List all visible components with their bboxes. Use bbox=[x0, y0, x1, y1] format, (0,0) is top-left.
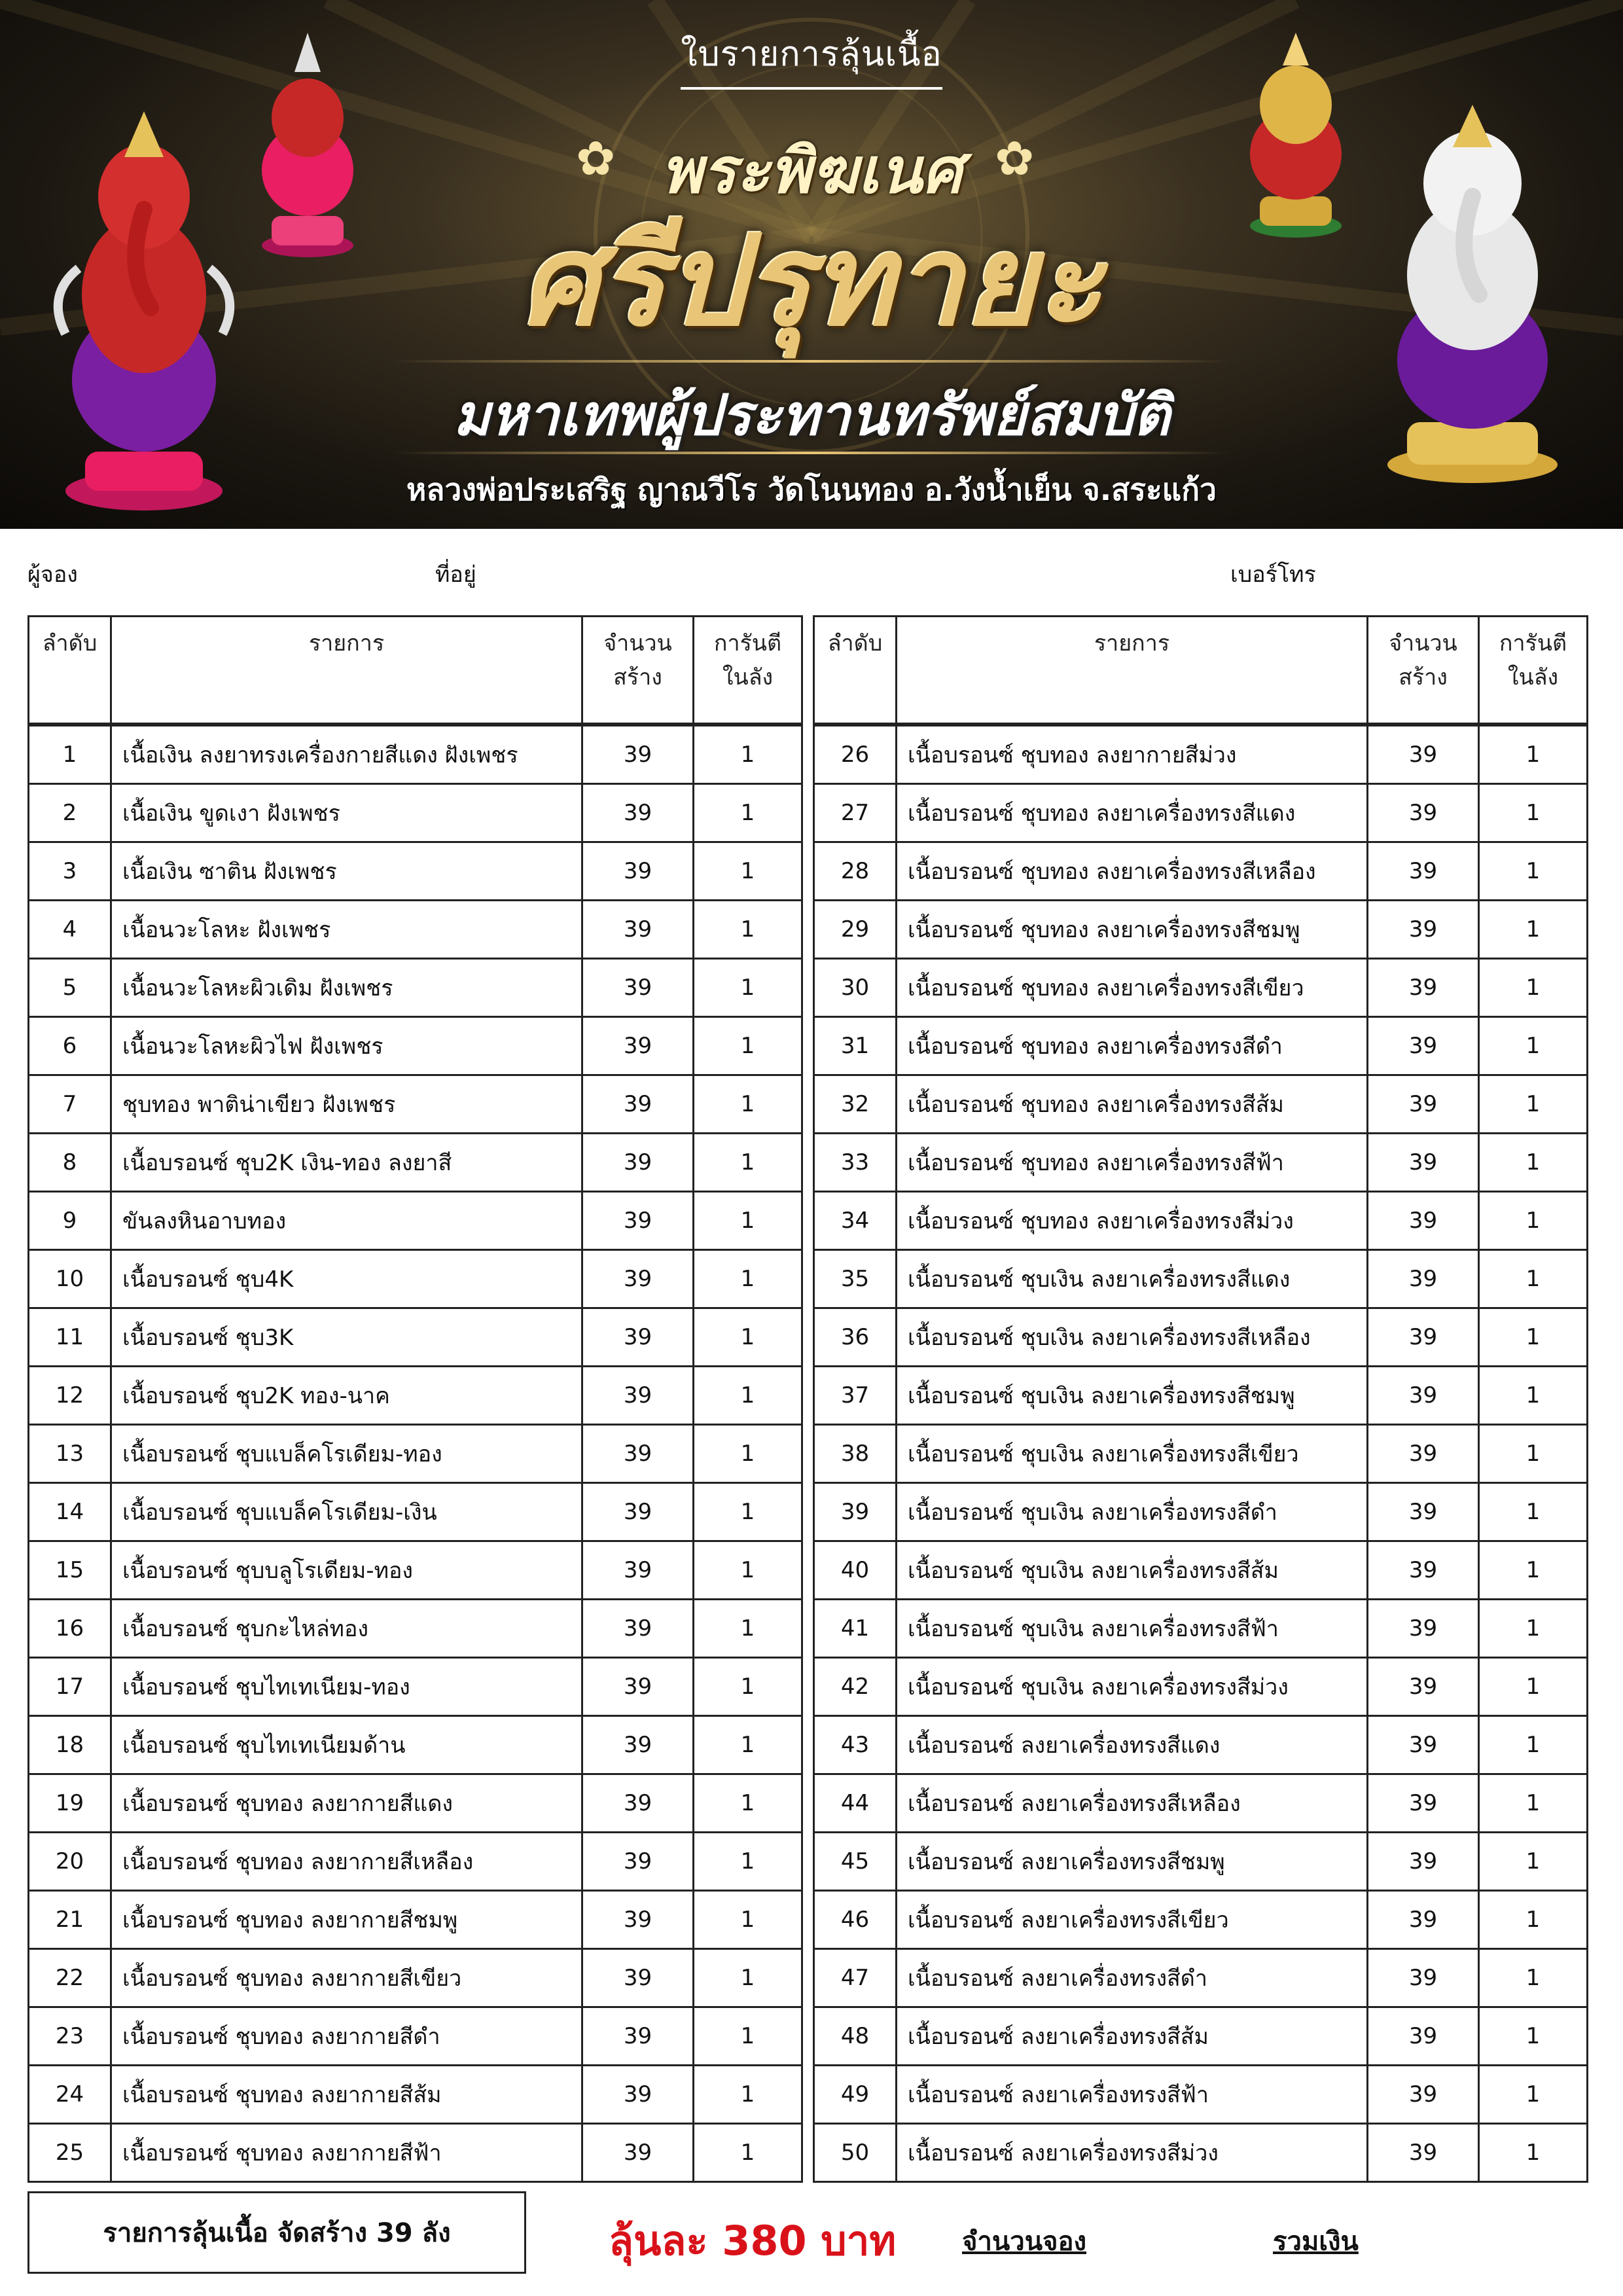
row-quantity: 39 bbox=[582, 1425, 694, 1483]
row-quantity: 39 bbox=[582, 2066, 694, 2124]
row-guarantee: 1 bbox=[1479, 1017, 1588, 1075]
row-guarantee: 1 bbox=[1479, 1541, 1588, 1600]
table-row bbox=[29, 2007, 802, 2066]
header-no: ลำดับ bbox=[29, 617, 111, 725]
row-item: เนื้อบรอนซ์ ชุบกะไหล่ทอง bbox=[111, 1600, 582, 1658]
gold-divider-top bbox=[393, 360, 1230, 363]
row-item: เนื้อบรอนซ์ ชุบทอง ลงยากายสีส้ม bbox=[111, 2066, 582, 2124]
row-number: 10 bbox=[29, 1250, 111, 1308]
row-item: เนื้อบรอนซ์ ชุบทอง ลงยาเครื่องทรงสีชมพู bbox=[897, 901, 1368, 959]
row-item: เนื้อบรอนซ์ ชุบแบล็คโรเดียม-เงิน bbox=[111, 1483, 582, 1541]
items-table-left bbox=[27, 615, 803, 2183]
row-item: เนื้อบรอนซ์ ชุบเงิน ลงยาเครื่องทรงสีม่วง bbox=[897, 1658, 1368, 1716]
row-number: 33 bbox=[814, 1134, 897, 1192]
table-row bbox=[29, 1192, 802, 1250]
row-item: เนื้อบรอนซ์ ชุบไทเทเนียม-ทอง bbox=[111, 1658, 582, 1716]
temple-info: หลวงพ่อประเสริฐ ญาณวีโร วัดโนนทอง อ.วังน้ำเย็น จ.สระแก้ว bbox=[406, 472, 1217, 507]
table-row bbox=[814, 1192, 1588, 1250]
row-quantity: 39 bbox=[1368, 901, 1479, 959]
row-quantity: 39 bbox=[582, 725, 694, 784]
row-number: 28 bbox=[814, 842, 897, 901]
table-row bbox=[814, 842, 1588, 901]
table-row bbox=[814, 1716, 1588, 1774]
table-row bbox=[814, 1308, 1588, 1367]
row-quantity: 39 bbox=[1368, 2124, 1479, 2182]
table-row bbox=[29, 1483, 802, 1541]
table-row bbox=[29, 842, 802, 901]
table-row bbox=[814, 901, 1588, 959]
row-quantity: 39 bbox=[582, 1716, 694, 1774]
table-row bbox=[29, 1017, 802, 1075]
row-guarantee: 1 bbox=[1479, 2007, 1588, 2066]
row-item: เนื้อบรอนซ์ ลงยาเครื่องทรงสีเหลือง bbox=[897, 1774, 1368, 1833]
row-number: 37 bbox=[814, 1367, 897, 1425]
row-guarantee: 1 bbox=[1479, 1658, 1588, 1716]
table-row bbox=[814, 1833, 1588, 1891]
summary-text: รายการลุ้นเนื้อ จัดสร้าง 39 ลัง bbox=[103, 2218, 451, 2248]
table-header-row bbox=[814, 617, 1588, 725]
table-row bbox=[29, 1658, 802, 1716]
table-row bbox=[814, 1075, 1588, 1134]
row-quantity: 39 bbox=[1368, 2066, 1479, 2124]
row-quantity: 39 bbox=[582, 1891, 694, 1949]
row-guarantee: 1 bbox=[694, 2066, 802, 2124]
row-item: เนื้อบรอนซ์ ชุบเงิน ลงยาเครื่องทรงสีส้ม bbox=[897, 1541, 1368, 1600]
row-item: เนื้อบรอนซ์ ชุบเงิน ลงยาเครื่องทรงสีดำ bbox=[897, 1483, 1368, 1541]
row-item: เนื้อบรอนซ์ ชุบเงิน ลงยาเครื่องทรงสีชมพู bbox=[897, 1367, 1368, 1425]
row-guarantee: 1 bbox=[694, 1600, 802, 1658]
deity-name-big: ศรีปรุทายะ bbox=[520, 209, 1103, 353]
row-guarantee: 1 bbox=[1479, 842, 1588, 901]
header-qty: จำนวน สร้าง bbox=[582, 617, 694, 725]
row-item: เนื้อนวะโลหะผิวไฟ ฝังเพชร bbox=[111, 1017, 582, 1075]
row-guarantee: 1 bbox=[1479, 1308, 1588, 1367]
row-number: 23 bbox=[29, 2007, 111, 2066]
row-item: เนื้อบรอนซ์ ชุบทอง ลงยาเครื่องทรงสีเหลือง bbox=[897, 842, 1368, 901]
row-item: เนื้อบรอนซ์ ชุบบลูโรเดียม-ทอง bbox=[111, 1541, 582, 1600]
row-guarantee: 1 bbox=[1479, 1600, 1588, 1658]
row-quantity: 39 bbox=[582, 1483, 694, 1541]
row-guarantee: 1 bbox=[694, 1367, 802, 1425]
row-number: 9 bbox=[29, 1192, 111, 1250]
row-item: เนื้อบรอนซ์ ชุบแบล็คโรเดียม-ทอง bbox=[111, 1425, 582, 1483]
row-quantity: 39 bbox=[582, 1600, 694, 1658]
row-guarantee: 1 bbox=[1479, 784, 1588, 842]
quantity-label: จำนวนจอง bbox=[962, 2227, 1087, 2257]
row-quantity: 39 bbox=[1368, 1541, 1479, 1600]
price-per-lot: ลุ้นละ 380 บาท bbox=[609, 2217, 897, 2265]
row-guarantee: 1 bbox=[694, 2124, 802, 2182]
row-number: 26 bbox=[814, 725, 897, 784]
row-quantity: 39 bbox=[582, 1017, 694, 1075]
table-row bbox=[29, 1541, 802, 1600]
row-quantity: 39 bbox=[1368, 1833, 1479, 1891]
row-guarantee: 1 bbox=[1479, 1774, 1588, 1833]
table-row bbox=[29, 1134, 802, 1192]
row-item: เนื้อบรอนซ์ ลงยาเครื่องทรงสีส้ม bbox=[897, 2007, 1368, 2066]
row-number: 15 bbox=[29, 1541, 111, 1600]
table-row bbox=[29, 1716, 802, 1774]
row-item: เนื้อบรอนซ์ ชุบทอง ลงยากายสีเหลือง bbox=[111, 1833, 582, 1891]
row-quantity: 39 bbox=[582, 1833, 694, 1891]
table-row bbox=[29, 725, 802, 784]
table-row bbox=[814, 2124, 1588, 2182]
table-row bbox=[814, 1600, 1588, 1658]
row-item: เนื้อบรอนซ์ ลงยาเครื่องทรงสีเขียว bbox=[897, 1891, 1368, 1949]
row-item: เนื้อบรอนซ์ ชุบทอง ลงยากายสีดำ bbox=[111, 2007, 582, 2066]
row-guarantee: 1 bbox=[694, 1308, 802, 1367]
table-row bbox=[814, 1425, 1588, 1483]
row-number: 8 bbox=[29, 1134, 111, 1192]
table-row bbox=[29, 2124, 802, 2182]
row-item: เนื้อบรอนซ์ ชุบ2K เงิน-ทอง ลงยาสี bbox=[111, 1134, 582, 1192]
row-number: 35 bbox=[814, 1250, 897, 1308]
header-guarantee: การันตี ในลัง bbox=[694, 617, 802, 725]
address-label: ที่อยู่ bbox=[435, 562, 476, 588]
row-number: 24 bbox=[29, 2066, 111, 2124]
row-guarantee: 1 bbox=[694, 1891, 802, 1949]
table-row bbox=[814, 1891, 1588, 1949]
row-number: 19 bbox=[29, 1774, 111, 1833]
table-row bbox=[814, 2007, 1588, 2066]
table-row bbox=[814, 1949, 1588, 2007]
table-row bbox=[814, 1017, 1588, 1075]
row-number: 49 bbox=[814, 2066, 897, 2124]
table-row bbox=[814, 1774, 1588, 1833]
row-item: เนื้อบรอนซ์ ชุบ4K bbox=[111, 1250, 582, 1308]
table-row bbox=[814, 1541, 1588, 1600]
row-number: 16 bbox=[29, 1600, 111, 1658]
row-guarantee: 1 bbox=[694, 2007, 802, 2066]
row-guarantee: 1 bbox=[694, 1250, 802, 1308]
row-number: 36 bbox=[814, 1308, 897, 1367]
table-row bbox=[29, 1774, 802, 1833]
table-row bbox=[29, 784, 802, 842]
row-quantity: 39 bbox=[582, 842, 694, 901]
row-item: เนื้อบรอนซ์ ลงยาเครื่องทรงสีฟ้า bbox=[897, 2066, 1368, 2124]
table-row bbox=[814, 959, 1588, 1017]
gold-divider-bottom bbox=[393, 452, 1230, 454]
row-item: เนื้อนวะโลหะผิวเดิม ฝังเพชร bbox=[111, 959, 582, 1017]
row-number: 44 bbox=[814, 1774, 897, 1833]
row-item: เนื้อบรอนซ์ ชุบเงิน ลงยาเครื่องทรงสีแดง bbox=[897, 1250, 1368, 1308]
row-number: 47 bbox=[814, 1949, 897, 2007]
total-label: รวมเงิน bbox=[1273, 2227, 1359, 2257]
summary-box bbox=[27, 2191, 526, 2274]
row-item: เนื้อบรอนซ์ ชุบทอง ลงยาเครื่องทรงสีฟ้า bbox=[897, 1134, 1368, 1192]
row-guarantee: 1 bbox=[1479, 1716, 1588, 1774]
row-item: เนื้อบรอนซ์ ชุบไทเทเนียมด้าน bbox=[111, 1716, 582, 1774]
row-number: 18 bbox=[29, 1716, 111, 1774]
row-item: เนื้อบรอนซ์ ชุบทอง ลงยาเครื่องทรงสีแดง bbox=[897, 784, 1368, 842]
row-number: 45 bbox=[814, 1833, 897, 1891]
row-guarantee: 1 bbox=[694, 901, 802, 959]
row-quantity: 39 bbox=[1368, 784, 1479, 842]
table-row bbox=[29, 1308, 802, 1367]
row-number: 7 bbox=[29, 1075, 111, 1134]
row-number: 38 bbox=[814, 1425, 897, 1483]
row-quantity: 39 bbox=[1368, 842, 1479, 901]
row-quantity: 39 bbox=[582, 1774, 694, 1833]
row-item: เนื้อบรอนซ์ ลงยาเครื่องทรงสีแดง bbox=[897, 1716, 1368, 1774]
row-quantity: 39 bbox=[582, 1308, 694, 1367]
row-number: 4 bbox=[29, 901, 111, 959]
row-quantity: 39 bbox=[1368, 1308, 1479, 1367]
table-header-row bbox=[29, 617, 802, 725]
row-quantity: 39 bbox=[582, 1134, 694, 1192]
row-guarantee: 1 bbox=[1479, 1192, 1588, 1250]
row-item: เนื้อบรอนซ์ ชุบ3K bbox=[111, 1308, 582, 1367]
row-quantity: 39 bbox=[582, 2124, 694, 2182]
row-number: 48 bbox=[814, 2007, 897, 2066]
row-guarantee: 1 bbox=[1479, 1949, 1588, 2007]
row-quantity: 39 bbox=[1368, 1250, 1479, 1308]
row-number: 34 bbox=[814, 1192, 897, 1250]
row-guarantee: 1 bbox=[694, 1425, 802, 1483]
row-number: 25 bbox=[29, 2124, 111, 2182]
table-row bbox=[814, 1483, 1588, 1541]
row-item: เนื้อบรอนซ์ ชุบทอง ลงยากายสีแดง bbox=[111, 1774, 582, 1833]
row-guarantee: 1 bbox=[1479, 1250, 1588, 1308]
row-guarantee: 1 bbox=[1479, 1075, 1588, 1134]
row-guarantee: 1 bbox=[694, 1658, 802, 1716]
table-row bbox=[29, 1833, 802, 1891]
phone-label: เบอร์โทร bbox=[1230, 562, 1316, 588]
table-row bbox=[29, 1891, 802, 1949]
table-row bbox=[814, 1250, 1588, 1308]
row-quantity: 39 bbox=[1368, 1600, 1479, 1658]
row-quantity: 39 bbox=[582, 1075, 694, 1134]
row-quantity: 39 bbox=[582, 959, 694, 1017]
row-item: ชุบทอง พาติน่าเขียว ฝังเพชร bbox=[111, 1075, 582, 1134]
table-row bbox=[814, 1134, 1588, 1192]
row-guarantee: 1 bbox=[1479, 2124, 1588, 2182]
row-number: 6 bbox=[29, 1017, 111, 1075]
row-guarantee: 1 bbox=[1479, 2066, 1588, 2124]
row-number: 31 bbox=[814, 1017, 897, 1075]
row-guarantee: 1 bbox=[694, 1017, 802, 1075]
row-number: 41 bbox=[814, 1600, 897, 1658]
row-item: เนื้อบรอนซ์ ชุบทอง ลงยาเครื่องทรงสีม่วง bbox=[897, 1192, 1368, 1250]
row-quantity: 39 bbox=[1368, 1658, 1479, 1716]
row-quantity: 39 bbox=[1368, 1075, 1479, 1134]
row-number: 42 bbox=[814, 1658, 897, 1716]
row-guarantee: 1 bbox=[1479, 1483, 1588, 1541]
row-item: เนื้อบรอนซ์ ลงยาเครื่องทรงสีดำ bbox=[897, 1949, 1368, 2007]
row-item: เนื้อบรอนซ์ ชุบเงิน ลงยาเครื่องทรงสีเขียว bbox=[897, 1425, 1368, 1483]
row-guarantee: 1 bbox=[1479, 1367, 1588, 1425]
row-quantity: 39 bbox=[582, 1949, 694, 2007]
row-item: เนื้อบรอนซ์ ชุบ2K ทอง-นาค bbox=[111, 1367, 582, 1425]
header-item: รายการ bbox=[111, 617, 582, 725]
table-row bbox=[29, 901, 802, 959]
table-row bbox=[814, 1658, 1588, 1716]
row-quantity: 39 bbox=[1368, 1134, 1479, 1192]
table-row bbox=[29, 1425, 802, 1483]
row-number: 30 bbox=[814, 959, 897, 1017]
row-quantity: 39 bbox=[1368, 1716, 1479, 1774]
row-number: 21 bbox=[29, 1891, 111, 1949]
table-row bbox=[814, 2066, 1588, 2124]
table-row bbox=[29, 1367, 802, 1425]
row-quantity: 39 bbox=[1368, 959, 1479, 1017]
row-quantity: 39 bbox=[1368, 1192, 1479, 1250]
header-qty: จำนวน สร้าง bbox=[1368, 617, 1479, 725]
row-item: เนื้อนวะโลหะ ฝังเพชร bbox=[111, 901, 582, 959]
row-number: 13 bbox=[29, 1425, 111, 1483]
row-quantity: 39 bbox=[1368, 1367, 1479, 1425]
row-number: 2 bbox=[29, 784, 111, 842]
row-guarantee: 1 bbox=[694, 725, 802, 784]
row-number: 3 bbox=[29, 842, 111, 901]
row-quantity: 39 bbox=[1368, 1891, 1479, 1949]
row-guarantee: 1 bbox=[1479, 1833, 1588, 1891]
row-quantity: 39 bbox=[582, 2007, 694, 2066]
row-quantity: 39 bbox=[1368, 1483, 1479, 1541]
row-item: เนื้อบรอนซ์ ชุบเงิน ลงยาเครื่องทรงสีเหลือง bbox=[897, 1308, 1368, 1367]
row-quantity: 39 bbox=[582, 1367, 694, 1425]
table-row bbox=[814, 725, 1588, 784]
row-guarantee: 1 bbox=[1479, 959, 1588, 1017]
table-row bbox=[29, 1075, 802, 1134]
row-guarantee: 1 bbox=[694, 1192, 802, 1250]
row-guarantee: 1 bbox=[694, 1833, 802, 1891]
row-item: เนื้อบรอนซ์ ลงยาเครื่องทรงสีม่วง bbox=[897, 2124, 1368, 2182]
row-number: 32 bbox=[814, 1075, 897, 1134]
table-row bbox=[29, 1949, 802, 2007]
header-no: ลำดับ bbox=[814, 617, 897, 725]
row-number: 14 bbox=[29, 1483, 111, 1541]
row-item: เนื้อบรอนซ์ ชุบทอง ลงยาเครื่องทรงสีเขียว bbox=[897, 959, 1368, 1017]
row-guarantee: 1 bbox=[1479, 725, 1588, 784]
table-row bbox=[814, 1367, 1588, 1425]
row-number: 46 bbox=[814, 1891, 897, 1949]
header-item: รายการ bbox=[897, 617, 1368, 725]
items-table-right bbox=[813, 615, 1588, 2183]
row-quantity: 39 bbox=[582, 1541, 694, 1600]
table-row bbox=[29, 1600, 802, 1658]
row-guarantee: 1 bbox=[694, 1716, 802, 1774]
row-number: 5 bbox=[29, 959, 111, 1017]
row-number: 27 bbox=[814, 784, 897, 842]
row-item: เนื้อบรอนซ์ ลงยาเครื่องทรงสีชมพู bbox=[897, 1833, 1368, 1891]
row-number: 22 bbox=[29, 1949, 111, 2007]
booker-label: ผู้จอง bbox=[27, 562, 78, 588]
row-quantity: 39 bbox=[1368, 1017, 1479, 1075]
row-item: เนื้อเงิน ขูดเงา ฝังเพชร bbox=[111, 784, 582, 842]
row-quantity: 39 bbox=[1368, 1425, 1479, 1483]
tagline: มหาเทพผู้ประทานทรัพย์สมบัติ bbox=[453, 383, 1170, 448]
row-item: ขันลงหินอาบทอง bbox=[111, 1192, 582, 1250]
row-item: เนื้อบรอนซ์ ชุบทอง ลงยาเครื่องทรงสีดำ bbox=[897, 1017, 1368, 1075]
row-item: เนื้อบรอนซ์ ชุบทอง ลงยากายสีเขียว bbox=[111, 1949, 582, 2007]
row-guarantee: 1 bbox=[694, 1134, 802, 1192]
deity-name-small: พระพิฆเนศ bbox=[660, 134, 963, 207]
header-banner bbox=[0, 0, 1623, 529]
row-guarantee: 1 bbox=[694, 784, 802, 842]
row-guarantee: 1 bbox=[1479, 1891, 1588, 1949]
row-guarantee: 1 bbox=[694, 959, 802, 1017]
row-guarantee: 1 bbox=[1479, 1134, 1588, 1192]
row-guarantee: 1 bbox=[694, 1774, 802, 1833]
row-quantity: 39 bbox=[1368, 2007, 1479, 2066]
document-title: ใบรายการลุ้นเนื้อ bbox=[0, 26, 1623, 90]
row-guarantee: 1 bbox=[694, 1483, 802, 1541]
row-number: 1 bbox=[29, 725, 111, 784]
row-item: เนื้อบรอนซ์ ชุบเงิน ลงยาเครื่องทรงสีฟ้า bbox=[897, 1600, 1368, 1658]
row-item: เนื้อเงิน ซาติน ฝังเพชร bbox=[111, 842, 582, 901]
row-item: เนื้อบรอนซ์ ชุบทอง ลงยากายสีชมพู bbox=[111, 1891, 582, 1949]
row-quantity: 39 bbox=[1368, 725, 1479, 784]
ornament-right: ✿ bbox=[995, 131, 1035, 186]
row-quantity: 39 bbox=[1368, 1949, 1479, 2007]
row-guarantee: 1 bbox=[694, 1541, 802, 1600]
table-row bbox=[29, 2066, 802, 2124]
row-guarantee: 1 bbox=[694, 842, 802, 901]
ornament-left: ✿ bbox=[576, 131, 616, 186]
row-guarantee: 1 bbox=[694, 1075, 802, 1134]
row-quantity: 39 bbox=[582, 784, 694, 842]
row-number: 17 bbox=[29, 1658, 111, 1716]
row-number: 43 bbox=[814, 1716, 897, 1774]
row-number: 40 bbox=[814, 1541, 897, 1600]
row-quantity: 39 bbox=[1368, 1774, 1479, 1833]
row-number: 11 bbox=[29, 1308, 111, 1367]
row-quantity: 39 bbox=[582, 901, 694, 959]
table-row bbox=[814, 784, 1588, 842]
row-guarantee: 1 bbox=[1479, 1425, 1588, 1483]
row-quantity: 39 bbox=[582, 1250, 694, 1308]
row-number: 50 bbox=[814, 2124, 897, 2182]
row-number: 39 bbox=[814, 1483, 897, 1541]
row-guarantee: 1 bbox=[694, 1949, 802, 2007]
row-number: 29 bbox=[814, 901, 897, 959]
row-quantity: 39 bbox=[582, 1658, 694, 1716]
header-guarantee: การันตี ในลัง bbox=[1479, 617, 1588, 725]
row-number: 20 bbox=[29, 1833, 111, 1891]
row-item: เนื้อบรอนซ์ ชุบทอง ลงยากายสีม่วง bbox=[897, 725, 1368, 784]
table-row bbox=[29, 959, 802, 1017]
row-item: เนื้อเงิน ลงยาทรงเครื่องกายสีแดง ฝังเพชร bbox=[111, 725, 582, 784]
row-item: เนื้อบรอนซ์ ชุบทอง ลงยากายสีฟ้า bbox=[111, 2124, 582, 2182]
row-number: 12 bbox=[29, 1367, 111, 1425]
row-guarantee: 1 bbox=[1479, 901, 1588, 959]
row-item: เนื้อบรอนซ์ ชุบทอง ลงยาเครื่องทรงสีส้ม bbox=[897, 1075, 1368, 1134]
row-quantity: 39 bbox=[582, 1192, 694, 1250]
table-row bbox=[29, 1250, 802, 1308]
